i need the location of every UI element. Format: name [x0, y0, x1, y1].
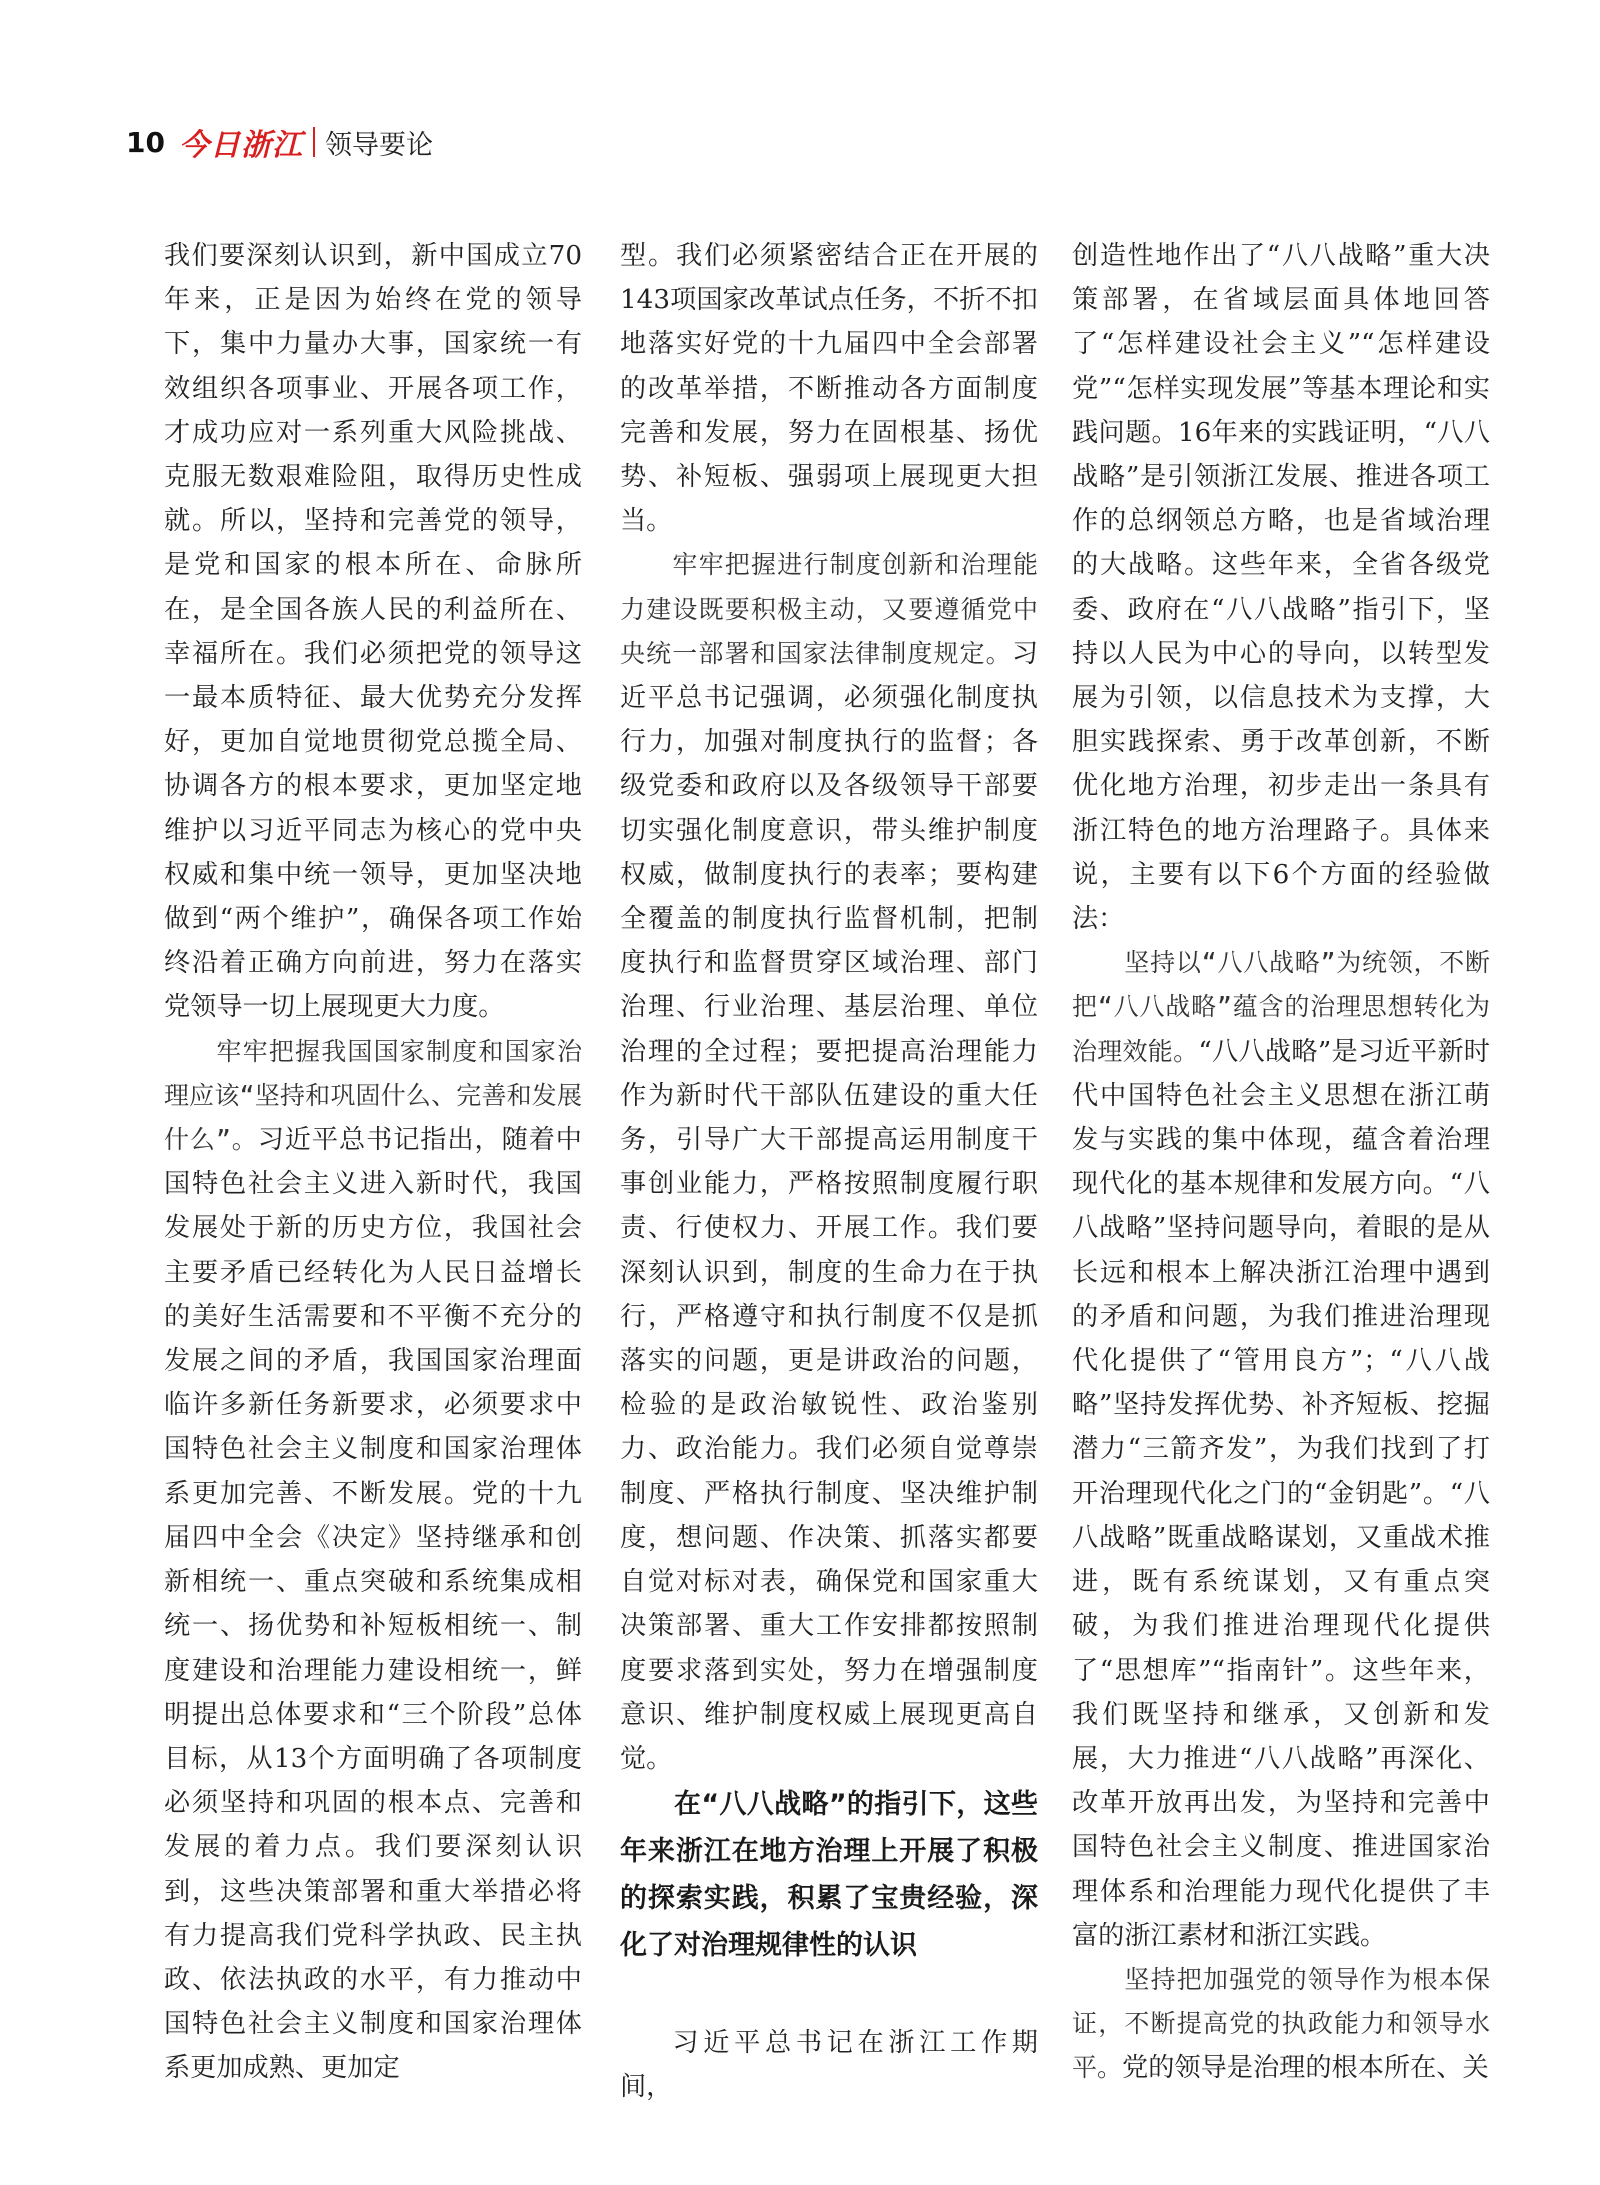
header-divider	[313, 127, 315, 157]
paragraph-lead: 坚持以“八八战略”为统领，不断把“八八战略”蕴含的治理思想转化为治理效能。	[1072, 948, 1490, 1066]
paragraph-body: 习近平总书记强调，必须强化制度执行力，加强对制度执行的监督；各级党委和政府以及各级领导干部要切实强化制度意识，带头维护制度权威，做制度执行的表率；要构建全覆盖的制度执行监督机制，把制度执行和监督贯穿区域治理、部门治理、行业治理、基层治理、单位治理的全过程；要把提高治理能力作为新时代干部队伍建设的重大任务，引导广大干部提高运用制度干事创业能力，严格按照制度履行职责、行使权力、开展工作。我们要深刻认识到，制度的生命力在于执行，严格遵守和执行制度不仅是抓落实的问题，更是讲政治的问题，检验的是政治敏锐性、政治鉴别力、政治能力。我们必须自觉尊崇制度、严格执行制度、坚决维护制度，想问题、作决策、抓落实都要自觉对标对表，确保党和国家重大决策部署、重大工作安排都按照制度要求落到实处，努力在增强制度意识、维护制度权威上展现更高自觉。	[620, 638, 1038, 1774]
paragraph-lead: 牢牢把握我国国家制度和国家治理应该“坚持和巩固什么、完善和发展什么”。	[164, 1036, 582, 1155]
paragraph	[1072, 941, 1490, 1958]
section-label: 领导要论	[324, 129, 433, 161]
paragraph: 型。我们必须紧密结合正在开展的143项国家改革试点任务，不折不扣地落实好党的十九届四中全会部署的改革举措，不断推动各方面制度完善和发展，努力在固根基、扬优势、补短板、强弱项上展现更大担当。	[620, 241, 1038, 537]
paragraph-body: 习近平总书记指出，随着中国特色社会主义进入新时代，我国发展处于新的历史方位，我国社会主要矛盾已经转化为人民日益增长的美好生活需要和不平衡不充分的发展之间的矛盾，我国国家治理面临许多新任务新要求，必须要求中国特色社会主义制度和国家治理体系更加完善、不断发展。党的十九届四中全会《决定》坚持继承和创新相统一、重点突破和系统集成相统一、扬优势和补短板相统一、制度建设和治理能力建设相统一，鲜明提出总体要求和“三个阶段”总体目标，从13个方面明确了各项制度必须坚持和巩固的根本点、完善和发展的着力点。我们要深刻认识到，这些决策部署和重大举措必将有力提高我们党科学执政、民主执政、依法执政的水平，有力推动中国特色社会主义制度和国家治理体系更加成熟、更加定	[164, 1125, 582, 2084]
paragraph	[620, 543, 1038, 1781]
section-subheading: 在“八八战略”的指引下，这些年来浙江在地方治理上开展了积极的探索实践，积累了宝贵经验，深化了对治理规律性的认识	[620, 1789, 1038, 1962]
article-column-2	[620, 234, 1038, 2110]
paragraph-lead: 牢牢把握进行制度创新和治理能力建设既要积极主动，又要遵循党中央统一部署和国家法律制度规定。	[620, 550, 1038, 668]
paragraph-body: “八八战略”是习近平新时代中国特色社会主义思想在浙江萌发与实践的集中体现，蕴含着治理现代化的基本规律和发展方向。“八八战略”坚持问题导向，着眼的是从长远和根本上解决浙江治理中遇到的矛盾和问题，为我们推进治理现代化提供了“管用良方”；“八八战略”坚持发挥优势、补齐短板、挖掘潜力“三箭齐发”，为我们找到了打开治理现代化之门的“金钥匙”。“八八战略”既重战略谋划，又重战术推进，既有系统谋划，又有重点突破，为我们推进治理现代化提供了“思想库”“指南针”。这些年来，我们既坚持和继承，又创新和发展，大力推进“八八战略”再深化、改革开放再出发，为坚持和完善中国特色社会主义制度、推进国家治理体系和治理能力现代化提供了丰富的浙江素材和浙江实践。	[1072, 1036, 1490, 1951]
paragraph: 我们要深刻认识到，新中国成立70年来，正是因为始终在党的领导下，集中力量办大事，国家统一有效组织各项事业、开展各项工作，才成功应对一系列重大风险挑战、克服无数艰难险阻，取得历史性成就。所以，坚持和完善党的领导，是党和国家的根本所在、命脉所在，是全国各族人民的利益所在、幸福所在。我们必须把党的领导这一最本质特征、最大优势充分发挥好，更加自觉地贯彻党总揽全局、协调各方的根本要求，更加坚定地维护以习近平同志为核心的党中央权威和集中统一领导，更加坚决地做到“两个维护”，确保各项工作始终沿着正确方向前进，努力在落实党领导一切上展现更大力度。	[164, 241, 582, 1023]
paragraph	[164, 1030, 582, 2091]
page-header	[126, 122, 433, 162]
page-number: 10	[126, 125, 165, 159]
paragraph	[1072, 1958, 1490, 2091]
paragraph: 习近平总书记在浙江工作期间，	[620, 2028, 1038, 2103]
article-column-3	[1072, 234, 1490, 2091]
paragraph: 创造性地作出了“八八战略”重大决策部署，在省域层面具体地回答了“怎样建设社会主义”“怎样建设党”“怎样实现发展”等基本理论和实践问题。16年来的实践证明，“八八战略”是引领浙江发展、推进各项工作的总纲领总方略，也是省域治理的大战略。这些年来，全省各级党委、政府在“八八战略”指引下，坚持以人民为中心的导向，以转型发展为引领，以信息技术为支撑，大胆实践探索、勇于改革创新，不断优化地方治理，初步走出一条具有浙江特色的地方治理路子。具体来说，主要有以下6个方面的经验做法：	[1072, 241, 1490, 935]
article-column-1	[164, 234, 582, 2091]
paragraph-lead: 坚持把加强党的领导作为根本保证，不断提高党的执政能力和领导水平。	[1072, 1964, 1490, 2083]
magazine-logo: 今日浙江	[178, 128, 303, 163]
paragraph-body: 党的领导是治理的根本所在、关	[1122, 2053, 1489, 2084]
